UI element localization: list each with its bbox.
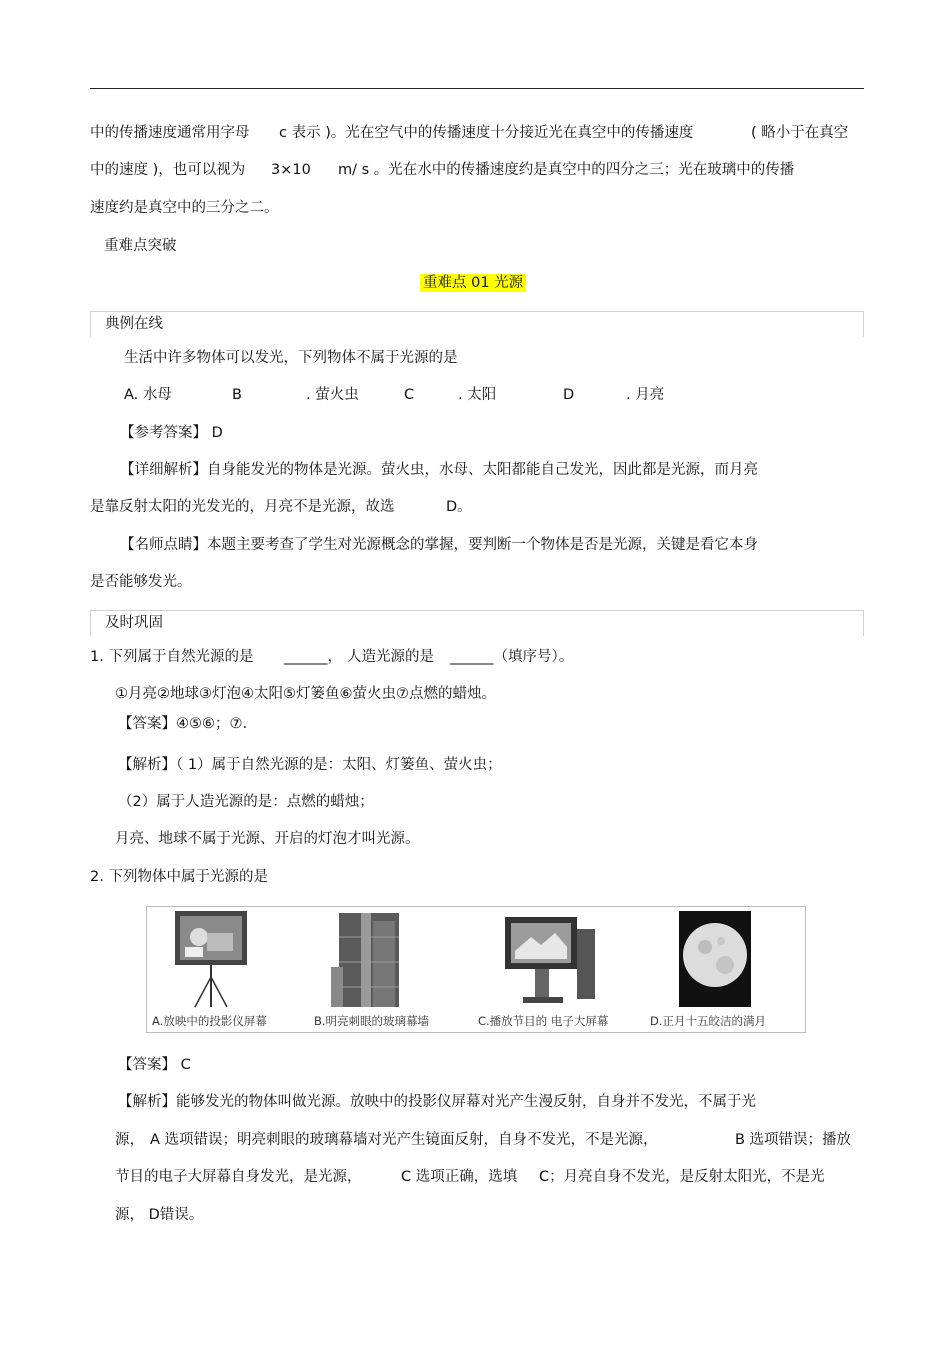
caption-c: C.播放节目的 电子大屏幕 (478, 1014, 609, 1028)
full-moon-icon (647, 907, 803, 1011)
q2-analysis-3b: C 选项正确，选填 (401, 1169, 518, 1185)
q1-stem-a: 1. 下列属于自然光源的是 (90, 649, 254, 665)
option-d-text: . 月亮 (626, 387, 665, 403)
q2-analysis-1: 【解析】能够发光的物体叫做光源。放映中的投影仪屏幕对光产生漫反射，自身并不发光，不属于光 (118, 1094, 756, 1110)
option-a: A. 水母 (124, 387, 172, 403)
example-box-label: 典例在线 (105, 316, 163, 332)
projector-screen-icon (149, 907, 309, 1011)
tv-screen-icon (475, 907, 645, 1011)
q2-analysis-2a: 源， (115, 1132, 144, 1148)
section-title: 重难点突破 (104, 238, 177, 254)
q2-analysis-2c: B 选项错误；播放 (735, 1132, 852, 1148)
intro-line1-c: ( 略小于在真空 (751, 125, 849, 141)
q1-analysis-2: （2）属于人造光源的是：点燃的蜡烛； (118, 794, 374, 810)
intro-line1-a: 中的传播速度通常用字母 (90, 125, 250, 141)
panel-d (647, 907, 803, 1032)
option-c-text: . 太阳 (458, 387, 497, 403)
caption-a: A.放映中的投影仪屏幕 (152, 1014, 267, 1028)
intro-line2-a: 中的速度 )，也可以视为 (90, 162, 246, 178)
q1-analysis-1: 【解析】（ 1）属于自然光源的是：太阳、灯篓鱼、萤火虫； (118, 757, 502, 773)
panel-a (149, 907, 309, 1032)
q2-analysis-3c: C；月亮自身不发光，是反射太阳光，不是光 (539, 1169, 825, 1185)
option-b-letter: B (232, 387, 242, 403)
topic-heading (420, 274, 526, 292)
practice-box-label: 及时巩固 (105, 615, 163, 631)
q2-analysis-3a: 节目的电子大屏幕自身发光，是光源， (115, 1169, 362, 1185)
q2-answer: 【答案】 C (118, 1057, 191, 1073)
q1-stem-b: 人造光源的是 (347, 649, 434, 665)
caption-b: B.明亮刺眼的玻璃幕墙 (314, 1014, 430, 1028)
panel-c (475, 907, 645, 1032)
option-d-letter: D (563, 387, 575, 403)
header-rule (90, 88, 864, 89)
example-tip-2: 是否能够发光。 (90, 574, 192, 590)
q2-analysis-2b: A 选项错误；明亮刺眼的玻璃幕墙对光产生镜面反射，自身不发光，不是光源， (150, 1132, 658, 1148)
q2-analysis-4: 源， D错误。 (115, 1207, 204, 1223)
q1-blank-1: ______， (284, 649, 342, 665)
option-c-letter: C (404, 387, 415, 403)
example-analysis-2b: D。 (446, 499, 472, 515)
topic-heading-text: 重难点 01 光源 (420, 274, 526, 292)
caption-d: D.正月十五皎洁的满月 (650, 1014, 767, 1028)
intro-line1-b: c 表示 )。光在空气中的传播速度十分接近光在真空中的传播速度 (279, 125, 694, 141)
example-analysis-2a: 是靠反射太阳的光发光的，月亮不是光源，故选 (90, 499, 395, 515)
example-box (90, 311, 864, 337)
q1-analysis-3: 月亮、地球不属于光源、开启的灯泡才叫光源。 (115, 831, 420, 847)
q1-blank-2: ______（填序号）。 (450, 649, 574, 665)
example-answer: 【参考答案】 D (120, 425, 223, 441)
example-analysis-1: 【详细解析】自身能发光的物体是光源。萤火虫，水母、太阳都能自己发光，因此都是光源，而月亮 (120, 462, 758, 478)
intro-line3: 速度约是真空中的三分之二。 (90, 200, 279, 216)
intro-line2-c: m/ s 。光在水中的传播速度约是真空中的四分之三；光在玻璃中的传播 (338, 162, 795, 178)
intro-line2-b: 3×10 (271, 162, 311, 178)
example-question: 生活中许多物体可以发光，下列物体不属于光源的是 (124, 350, 458, 366)
q1-answer: 【答案】④⑤⑥；⑦. (118, 716, 248, 732)
q1-items: ①月亮②地球③灯泡④太阳⑤灯篓鱼⑥萤火虫⑦点燃的蜡烛。 (115, 686, 496, 702)
q2-image-strip (146, 906, 806, 1033)
glass-building-icon (311, 907, 471, 1011)
example-tip-1: 【名师点睛】本题主要考查了学生对光源概念的掌握，要判断一个物体是否是光源，关键是看它本身 (120, 537, 758, 553)
practice-box (90, 610, 864, 636)
q2-stem: 2. 下列物体中属于光源的是 (90, 869, 268, 885)
option-b-text: . 萤火虫 (306, 387, 359, 403)
panel-b (311, 907, 471, 1032)
